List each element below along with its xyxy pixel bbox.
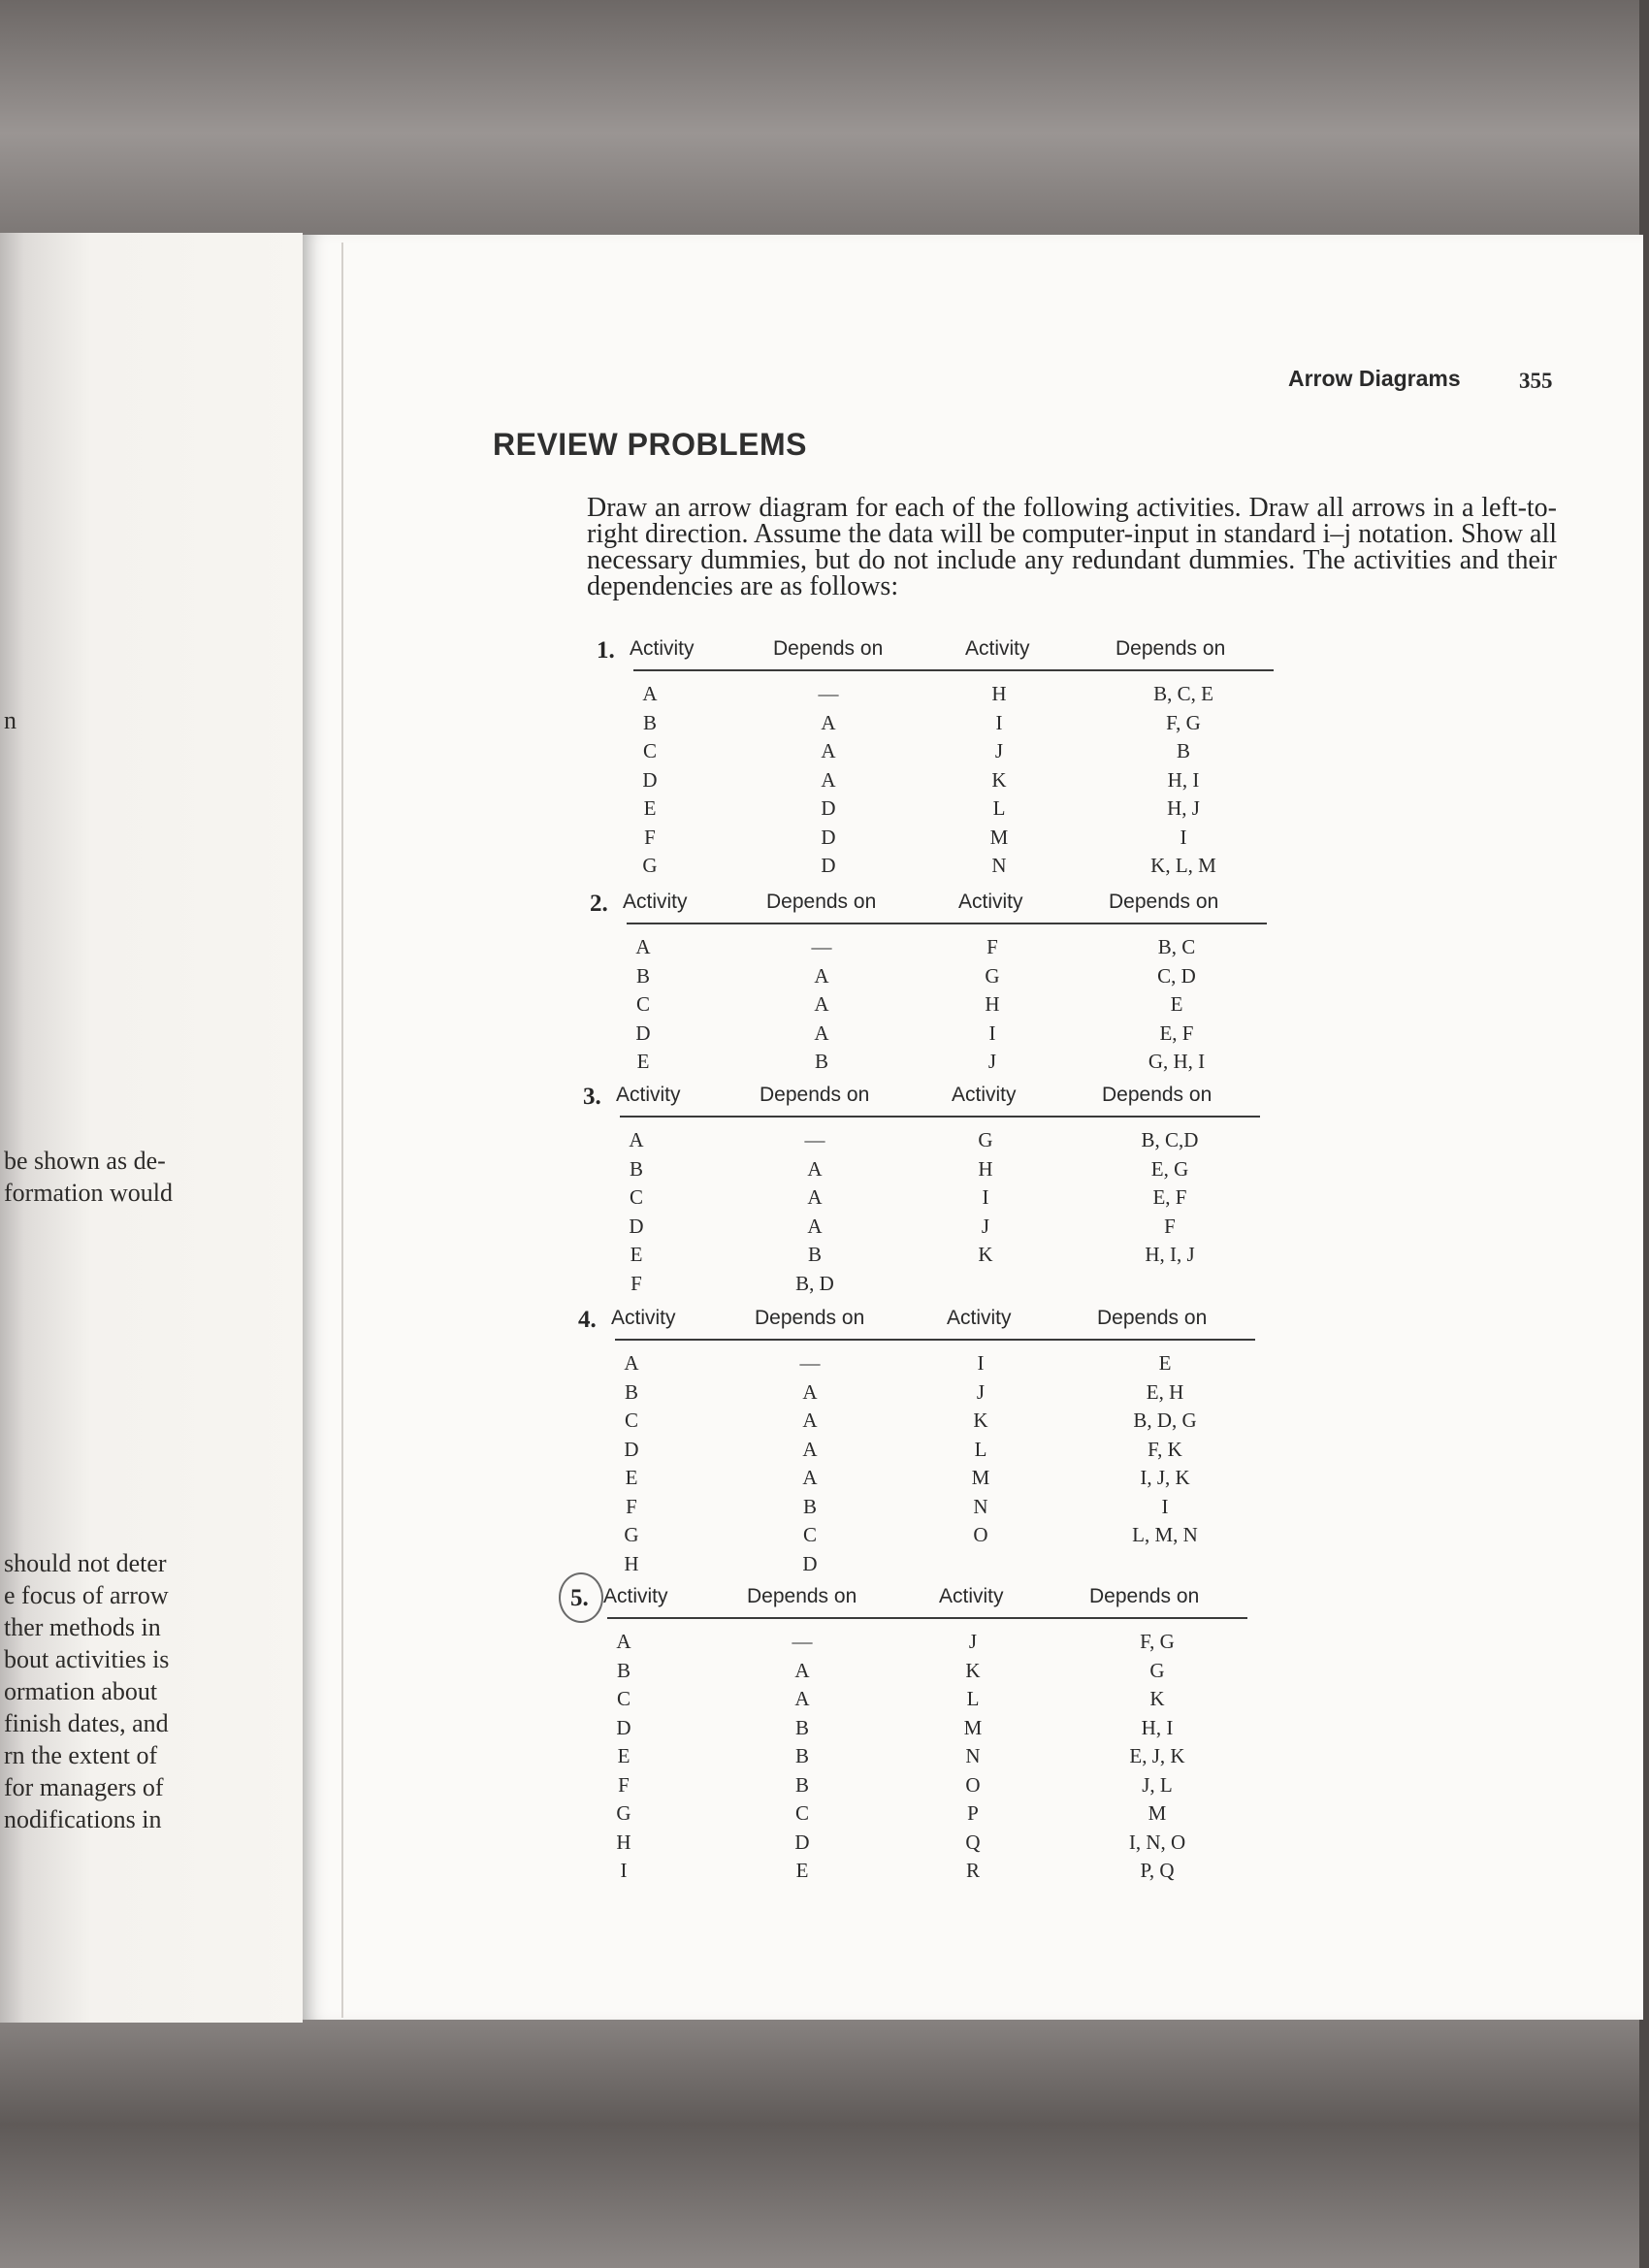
table-cell: E (1158, 1351, 1172, 1375)
activity-column (561, 933, 726, 1077)
depends-on-column (746, 680, 911, 881)
table-cell: E, J, K (1129, 1744, 1185, 1767)
table-cell: E (643, 796, 657, 820)
table-cell: F, K (1148, 1437, 1182, 1461)
table-cell: H, J (1167, 796, 1200, 820)
table-cell: — (804, 1128, 825, 1151)
table-cell: A (616, 1630, 631, 1653)
activity-column (541, 1628, 706, 1886)
table-cell: L (974, 1437, 987, 1461)
left-fragment: rn the extent of (4, 1741, 158, 1769)
table-cell: D (794, 1830, 810, 1854)
table-cell: L (966, 1687, 980, 1710)
left-fragment: bout activities is (4, 1645, 170, 1673)
table-cell: P, Q (1140, 1859, 1175, 1882)
header-depends-on: Depends on (760, 1084, 870, 1106)
table-cell: F (986, 935, 998, 958)
table-cell: K (1149, 1687, 1165, 1710)
depends-on-column (1075, 1628, 1240, 1886)
table-cell: C, D (1157, 963, 1196, 988)
table-cell: F (630, 1271, 642, 1295)
table-cell: M (1148, 1801, 1167, 1825)
table-cell: L, M, N (1132, 1523, 1198, 1546)
table-cell: A (814, 992, 829, 1016)
table-cell: H (985, 992, 1000, 1016)
table-cell: H, I (1167, 767, 1200, 792)
table-cell: — (811, 935, 832, 958)
table-cell: D (624, 1437, 639, 1461)
table-cell: D (821, 854, 836, 877)
table-cell: D (802, 1551, 818, 1575)
table-cell: C (635, 992, 650, 1016)
depends-on-column (728, 1349, 892, 1578)
header-activity: Activity (965, 637, 1030, 660)
table-cell: A (802, 1466, 818, 1489)
table-cell: A (814, 963, 829, 988)
header-activity: Activity (630, 637, 695, 660)
table-cell: N (991, 854, 1007, 877)
table-cell: B (794, 1744, 809, 1767)
table-cell: A (807, 1185, 823, 1209)
table-cell: G (1149, 1658, 1165, 1682)
table-cell: M (963, 1715, 983, 1739)
table-cell: G (624, 1523, 639, 1546)
table-cell: B (794, 1715, 809, 1739)
header-depends-on: Depends on (1097, 1307, 1208, 1329)
header-activity: Activity (603, 1585, 668, 1607)
activity-column (554, 1126, 719, 1298)
table-cell: E (617, 1744, 630, 1767)
table-cell: J (968, 1630, 978, 1653)
depends-on-column (1083, 1349, 1247, 1550)
table-cell: A (821, 739, 836, 762)
page-gutter (341, 243, 343, 2018)
table-cell: E, G (1150, 1156, 1189, 1181)
table-cell: C (642, 739, 657, 762)
table-cell: D (821, 796, 836, 820)
table-cell: I, J, K (1140, 1466, 1190, 1489)
table-cell: B, D (795, 1271, 834, 1295)
header-activity: Activity (947, 1307, 1012, 1329)
intro-paragraph: Draw an arrow diagram for each of the following activities. Draw all arrows in a left-to-right direction. Assume the data will be computer-input in standard i–j notation. Show all necessary dummies, but do not include any redundant dummies. The activities and their dependencies are as follows: (587, 493, 1557, 601)
table-cell: B (802, 1494, 817, 1518)
table-cell: A (635, 935, 651, 958)
activity-column (898, 1349, 1063, 1550)
table-cell: I (1161, 1494, 1169, 1518)
problem-number: 4. (578, 1307, 597, 1333)
table-cell: D (635, 1021, 651, 1045)
header-activity: Activity (939, 1585, 1004, 1607)
table-cell: H (978, 1156, 993, 1181)
table-cell: I (988, 1021, 996, 1045)
activity-column (910, 933, 1075, 1077)
table-cell: K (978, 1243, 993, 1266)
table-cell: A (802, 1437, 818, 1461)
activity-column (549, 1349, 714, 1578)
table-cell: I (982, 1185, 989, 1209)
left-fragment: ormation about (4, 1677, 158, 1705)
table-cell: B (624, 1379, 638, 1404)
header-depends-on: Depends on (1109, 891, 1219, 913)
header-depends-on: Depends on (1102, 1084, 1212, 1106)
header-rule (627, 923, 1267, 924)
activity-column (567, 680, 732, 881)
table-cell: C (616, 1687, 630, 1710)
table-cell: I (977, 1351, 985, 1375)
table-cell: M (989, 825, 1009, 849)
table-cell: H, I (1141, 1715, 1174, 1739)
table-cell: K, L, M (1150, 854, 1216, 877)
table-cell: E (625, 1466, 638, 1489)
table-cell: E (1170, 992, 1183, 1016)
table-cell: C (629, 1185, 643, 1209)
table-cell: O (965, 1772, 981, 1797)
header-rule (620, 1116, 1260, 1118)
table-cell: B, C (1157, 935, 1196, 958)
problem-number: 5. (570, 1585, 589, 1611)
table-cell: E, H (1146, 1379, 1184, 1404)
header-activity: Activity (952, 1084, 1017, 1106)
section-title: REVIEW PROBLEMS (493, 427, 807, 462)
table-cell: F, G (1166, 710, 1201, 734)
table-cell: A (642, 682, 658, 705)
table-cell: F (618, 1772, 630, 1797)
depends-on-column (732, 1126, 897, 1298)
table-cell: D (629, 1214, 644, 1238)
table-cell: G (616, 1801, 631, 1825)
table-cell: C (802, 1523, 817, 1546)
table-cell: A (821, 767, 836, 792)
table-cell: J, L (1142, 1772, 1173, 1797)
header-activity: Activity (623, 891, 688, 913)
left-fragment: be shown as de- (4, 1147, 166, 1175)
table-cell: H (991, 682, 1007, 705)
table-cell: — (799, 1351, 821, 1375)
table-cell: R (965, 1859, 980, 1882)
table-cell: B, C,D (1141, 1128, 1199, 1151)
table-cell: B (616, 1658, 630, 1682)
table-cell: O (973, 1523, 988, 1546)
header-rule (607, 1617, 1247, 1619)
depends-on-column (739, 933, 904, 1077)
table-cell: C (794, 1801, 809, 1825)
table-cell: B (642, 710, 657, 734)
table-cell: M (971, 1466, 990, 1489)
left-fragment: for managers of (4, 1773, 164, 1801)
table-cell: B (635, 963, 650, 988)
table-cell: I, N, O (1128, 1830, 1186, 1854)
table-cell: J (981, 1214, 990, 1238)
left-fragment: formation would (4, 1179, 174, 1207)
table-cell: E, F (1152, 1185, 1187, 1209)
left-page (0, 233, 303, 2023)
page-number: 355 (1519, 369, 1553, 393)
depends-on-column (720, 1628, 885, 1886)
table-cell: Q (965, 1830, 981, 1854)
table-cell: F (1164, 1214, 1176, 1238)
header-depends-on: Depends on (1116, 637, 1226, 660)
header-depends-on: Depends on (766, 891, 877, 913)
scan-shadow-bottom (0, 2008, 1649, 2268)
table-cell: F (644, 825, 656, 849)
left-fragment: finish dates, and (4, 1709, 169, 1737)
table-cell: — (792, 1630, 813, 1653)
table-cell: F, G (1140, 1630, 1175, 1653)
header-depends-on: Depends on (1089, 1585, 1200, 1607)
activity-column (890, 1628, 1055, 1886)
depends-on-column (1087, 1126, 1252, 1270)
table-cell: G (985, 963, 1000, 988)
problem-number: 1. (597, 637, 615, 664)
left-fragment: should not deter (4, 1549, 167, 1577)
table-cell: A (802, 1409, 818, 1432)
table-cell: — (818, 682, 839, 705)
left-fragment: ther methods in (4, 1613, 161, 1641)
table-cell: B, C, E (1153, 682, 1213, 705)
table-cell: A (807, 1214, 823, 1238)
table-cell: B (629, 1156, 643, 1181)
table-cell: K (973, 1409, 988, 1432)
table-cell: F (626, 1494, 637, 1518)
table-cell: L (992, 796, 1006, 820)
table-cell: H (624, 1551, 639, 1575)
table-cell: A (624, 1351, 639, 1375)
table-cell: G (978, 1128, 993, 1151)
table-cell: I (995, 710, 1003, 734)
left-fragment: nodifications in (4, 1805, 162, 1833)
table-cell: C (624, 1409, 638, 1432)
table-cell: N (965, 1744, 981, 1767)
table-cell: A (629, 1128, 644, 1151)
left-fragment: e focus of arrow (4, 1581, 169, 1609)
depends-on-column (1101, 680, 1266, 881)
header-rule (633, 669, 1274, 671)
table-cell: A (807, 1156, 823, 1181)
header-depends-on: Depends on (773, 637, 884, 660)
header-activity: Activity (958, 891, 1023, 913)
table-cell: K (991, 767, 1007, 792)
activity-column (903, 1126, 1068, 1270)
table-cell: B (1176, 739, 1190, 762)
scan-shadow-top (0, 0, 1649, 243)
problem-number: 2. (590, 891, 608, 917)
table-cell: A (794, 1687, 810, 1710)
left-fragment: n (4, 706, 16, 734)
table-cell: A (794, 1658, 810, 1682)
table-cell: E (795, 1859, 809, 1882)
table-cell: B (814, 1050, 828, 1073)
table-cell: G, H, I (1148, 1050, 1206, 1073)
problem-number: 3. (583, 1084, 601, 1110)
table-cell: H (616, 1830, 631, 1854)
table-cell: A (814, 1021, 829, 1045)
table-cell: D (821, 825, 836, 849)
table-cell: A (802, 1379, 818, 1404)
table-cell: P (967, 1801, 979, 1825)
table-cell: N (973, 1494, 988, 1518)
depends-on-column (1094, 933, 1259, 1077)
header-activity: Activity (616, 1084, 681, 1106)
table-cell: D (642, 767, 658, 792)
table-cell: K (965, 1658, 981, 1682)
header-depends-on: Depends on (747, 1585, 857, 1607)
table-cell: J (994, 739, 1004, 762)
running-head: Arrow Diagrams (1288, 366, 1461, 391)
table-cell: E, F (1159, 1021, 1194, 1045)
table-cell: D (616, 1715, 631, 1739)
header-rule (615, 1339, 1255, 1341)
table-cell: J (987, 1050, 997, 1073)
table-cell: B (807, 1243, 822, 1266)
table-cell: I (620, 1859, 628, 1882)
table-cell: J (976, 1379, 986, 1404)
activity-column (917, 680, 1082, 881)
table-cell: E (636, 1050, 650, 1073)
table-cell: A (821, 710, 836, 734)
table-cell: B (794, 1772, 809, 1797)
header-depends-on: Depends on (755, 1307, 865, 1329)
header-activity: Activity (611, 1307, 676, 1329)
table-cell: I (1180, 825, 1187, 849)
table-cell: B, D, G (1133, 1409, 1197, 1432)
table-cell: H, I, J (1145, 1243, 1195, 1266)
table-cell: E (630, 1243, 643, 1266)
table-cell: G (642, 854, 658, 877)
